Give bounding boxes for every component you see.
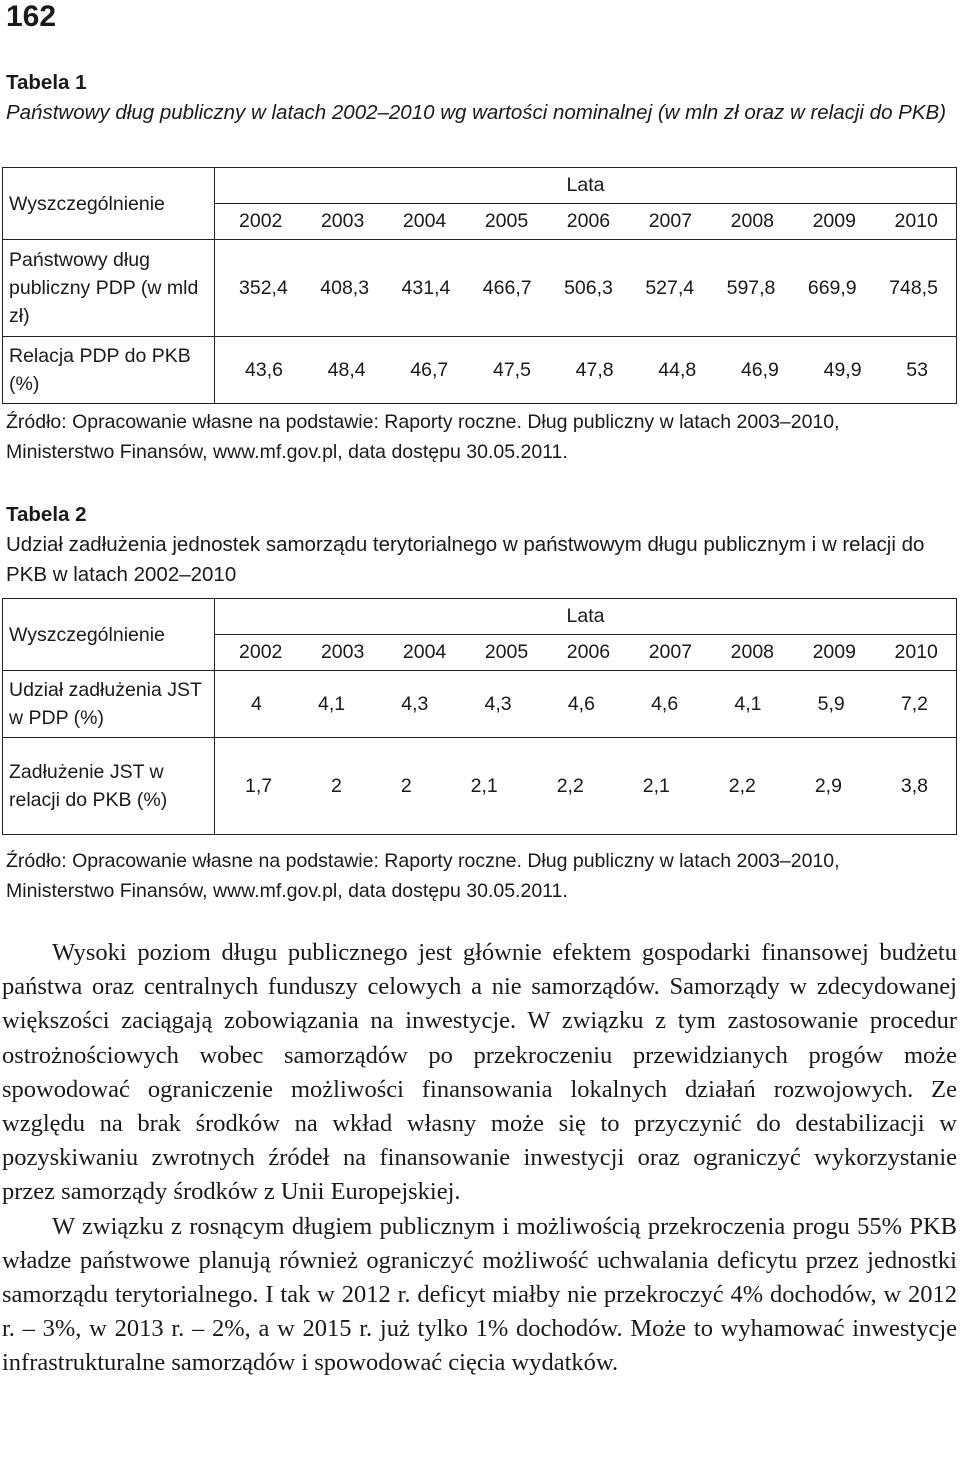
table2-year: 2008 bbox=[730, 641, 775, 663]
table1-cell: 46,9 bbox=[740, 358, 779, 381]
table1-caption bbox=[6, 68, 956, 128]
table2-years-row bbox=[215, 635, 957, 671]
table2-cell: 1,7 bbox=[245, 774, 273, 797]
table1-year: 2010 bbox=[894, 210, 938, 232]
table2-cell: 2,1 bbox=[470, 774, 498, 797]
table1-cell: 597,8 bbox=[726, 276, 776, 299]
table1-year: 2007 bbox=[648, 210, 693, 232]
table2-row bbox=[215, 738, 957, 835]
table2-year: 2006 bbox=[566, 641, 611, 663]
table2-source: Źródło: Opracowanie własne na podstawie: Raporty roczne. Dług publiczny w latach 2003–2010, Ministerstwo Finansów, www.mf.gov.pl, data dostępu 30.05.2011. bbox=[6, 850, 840, 902]
table1-cell: 44,8 bbox=[658, 358, 697, 381]
table2-year: 2005 bbox=[484, 641, 529, 663]
table1-cell: 47,8 bbox=[575, 358, 614, 381]
table1-cell: 527,4 bbox=[645, 276, 695, 299]
table1-cell: 53 bbox=[906, 358, 928, 381]
table2-caption bbox=[6, 500, 956, 590]
table2-title: Udział zadłużenia jednostek samorządu terytorialnego w państwowym długu publicznym i w relacji do PKB w latach 2002–2010 bbox=[6, 533, 925, 586]
table2-lata: Lata bbox=[215, 599, 957, 635]
table1-cell: 466,7 bbox=[482, 276, 532, 299]
body-paragraph: W związku z rosnącym długiem publicznym i możliwością przekroczenia progu 55% PKB władze państwowe planują również ograniczyć możliwość uchwalania deficytu przez jednostki samorządu terytorialnego. I tak w 2012 r. deficyt miałby nie przekroczyć 4% dochodów, w 2012 r. – 3%, w 2013 r. – 2%, a w 2015 r. już tylko 1% dochodów. Może to wyhamować inwestycje infrastrukturalne samorządów i spowodować cięcia wydatków. bbox=[2, 1212, 957, 1377]
table1-cell: 669,9 bbox=[807, 276, 857, 299]
table1-year: 2003 bbox=[320, 210, 365, 232]
table1-lata: Lata bbox=[215, 168, 957, 204]
table2-year: 2010 bbox=[894, 641, 938, 663]
table2-row-label: Zadłużenie JST w relacji do PKB (%) bbox=[3, 738, 215, 835]
table1-source: Źródło: Opracowanie własne na podstawie: Raporty roczne. Dług publiczny w latach 2003–2010, Ministerstwo Finansów, www.mf.gov.pl, data dostępu 30.05.2011. bbox=[6, 411, 840, 463]
table2-cell: 3,8 bbox=[900, 774, 928, 797]
table2-cell: 2 bbox=[400, 774, 412, 797]
table2-cell: 4,6 bbox=[651, 692, 679, 715]
table1-row-label: Relacja PDP do PKB (%) bbox=[3, 337, 215, 404]
table1-row bbox=[215, 337, 957, 404]
table2-year: 2002 bbox=[239, 641, 283, 663]
table1-cell: 47,5 bbox=[492, 358, 531, 381]
table2-year: 2009 bbox=[812, 641, 856, 663]
table2-cell: 2,2 bbox=[728, 774, 756, 797]
table2 bbox=[2, 598, 957, 835]
table2-col-header: Wyszczególnienie bbox=[3, 599, 215, 671]
table2-year: 2004 bbox=[402, 641, 447, 663]
table2-cell: 5,9 bbox=[817, 692, 845, 715]
table1-cell: 431,4 bbox=[401, 276, 451, 299]
table2-cell: 4,1 bbox=[734, 692, 762, 715]
table1-row-label: Państwowy dług publiczny PDP (w mld zł) bbox=[3, 240, 215, 337]
body-text bbox=[2, 936, 957, 1381]
table1-years-row bbox=[215, 204, 957, 240]
table1-row bbox=[215, 240, 957, 337]
table1-cell: 748,5 bbox=[889, 276, 938, 299]
table1-col-header: Wyszczególnienie bbox=[3, 168, 215, 240]
table2-row-label: Udział zadłużenia JST w PDP (%) bbox=[3, 671, 215, 738]
table2-cell: 2,1 bbox=[642, 774, 670, 797]
table1-year: 2006 bbox=[566, 210, 611, 232]
table1-cell: 506,3 bbox=[564, 276, 613, 299]
table2-cell: 4,1 bbox=[318, 692, 346, 715]
table1-year: 2009 bbox=[812, 210, 856, 232]
table2-cell: 4 bbox=[251, 692, 262, 715]
table1-cell: 49,9 bbox=[823, 358, 862, 381]
table2-cell: 4,3 bbox=[401, 692, 429, 715]
table1-year: 2002 bbox=[239, 210, 283, 232]
table2-label: Tabela 2 bbox=[6, 503, 87, 526]
table1-cell: 352,4 bbox=[239, 276, 288, 299]
table1-year: 2004 bbox=[402, 210, 447, 232]
table2-cell: 2,9 bbox=[814, 774, 842, 797]
table2-row bbox=[215, 671, 957, 738]
table2-cell: 2,2 bbox=[556, 774, 584, 797]
table2-cell: 7,2 bbox=[900, 692, 928, 715]
table1-title: Państwowy dług publiczny w latach 2002–2010 wg wartości nominalnej (w mln zł oraz w relacji do PKB) bbox=[6, 101, 947, 124]
table2-year: 2007 bbox=[648, 641, 693, 663]
table1-label: Tabela 1 bbox=[6, 71, 87, 94]
table2-cell: 2 bbox=[331, 774, 342, 797]
table1-cell: 408,3 bbox=[320, 276, 370, 299]
table2-year: 2003 bbox=[320, 641, 365, 663]
table1-cell: 48,4 bbox=[327, 358, 366, 381]
table1-year: 2005 bbox=[484, 210, 529, 232]
table1-cell: 46,7 bbox=[410, 358, 449, 381]
table2-cell: 4,6 bbox=[567, 692, 595, 715]
body-paragraph: Wysoki poziom długu publicznego jest głównie efektem gospodarki finansowej budżetu państwa oraz centralnych funduszy celowych a nie samorządów. Samorządy w zdecydowanej większości zaciągają zobowiązania na inwestycje. W związku z tym zastosowanie procedur ostrożnościowych wobec samorządów po przekroczeniu przewidzianych progów może spowodować ograniczenie możliwości finansowania lokalnych działań rozwojowych. Ze względu na brak środków na wkład własny może się to przyczynić do destabilizacji w pozyskiwaniu zwrotnych źródeł na finansowanie inwestycji oraz ograniczyć wykorzystanie przez samorządy środków z Unii Europejskiej. bbox=[2, 939, 957, 1206]
table1 bbox=[2, 167, 957, 404]
table2-cell: 4,3 bbox=[484, 692, 512, 715]
page-number: 162 bbox=[6, 0, 57, 33]
table1-year: 2008 bbox=[730, 210, 775, 232]
table1-cell: 43,6 bbox=[245, 358, 283, 381]
